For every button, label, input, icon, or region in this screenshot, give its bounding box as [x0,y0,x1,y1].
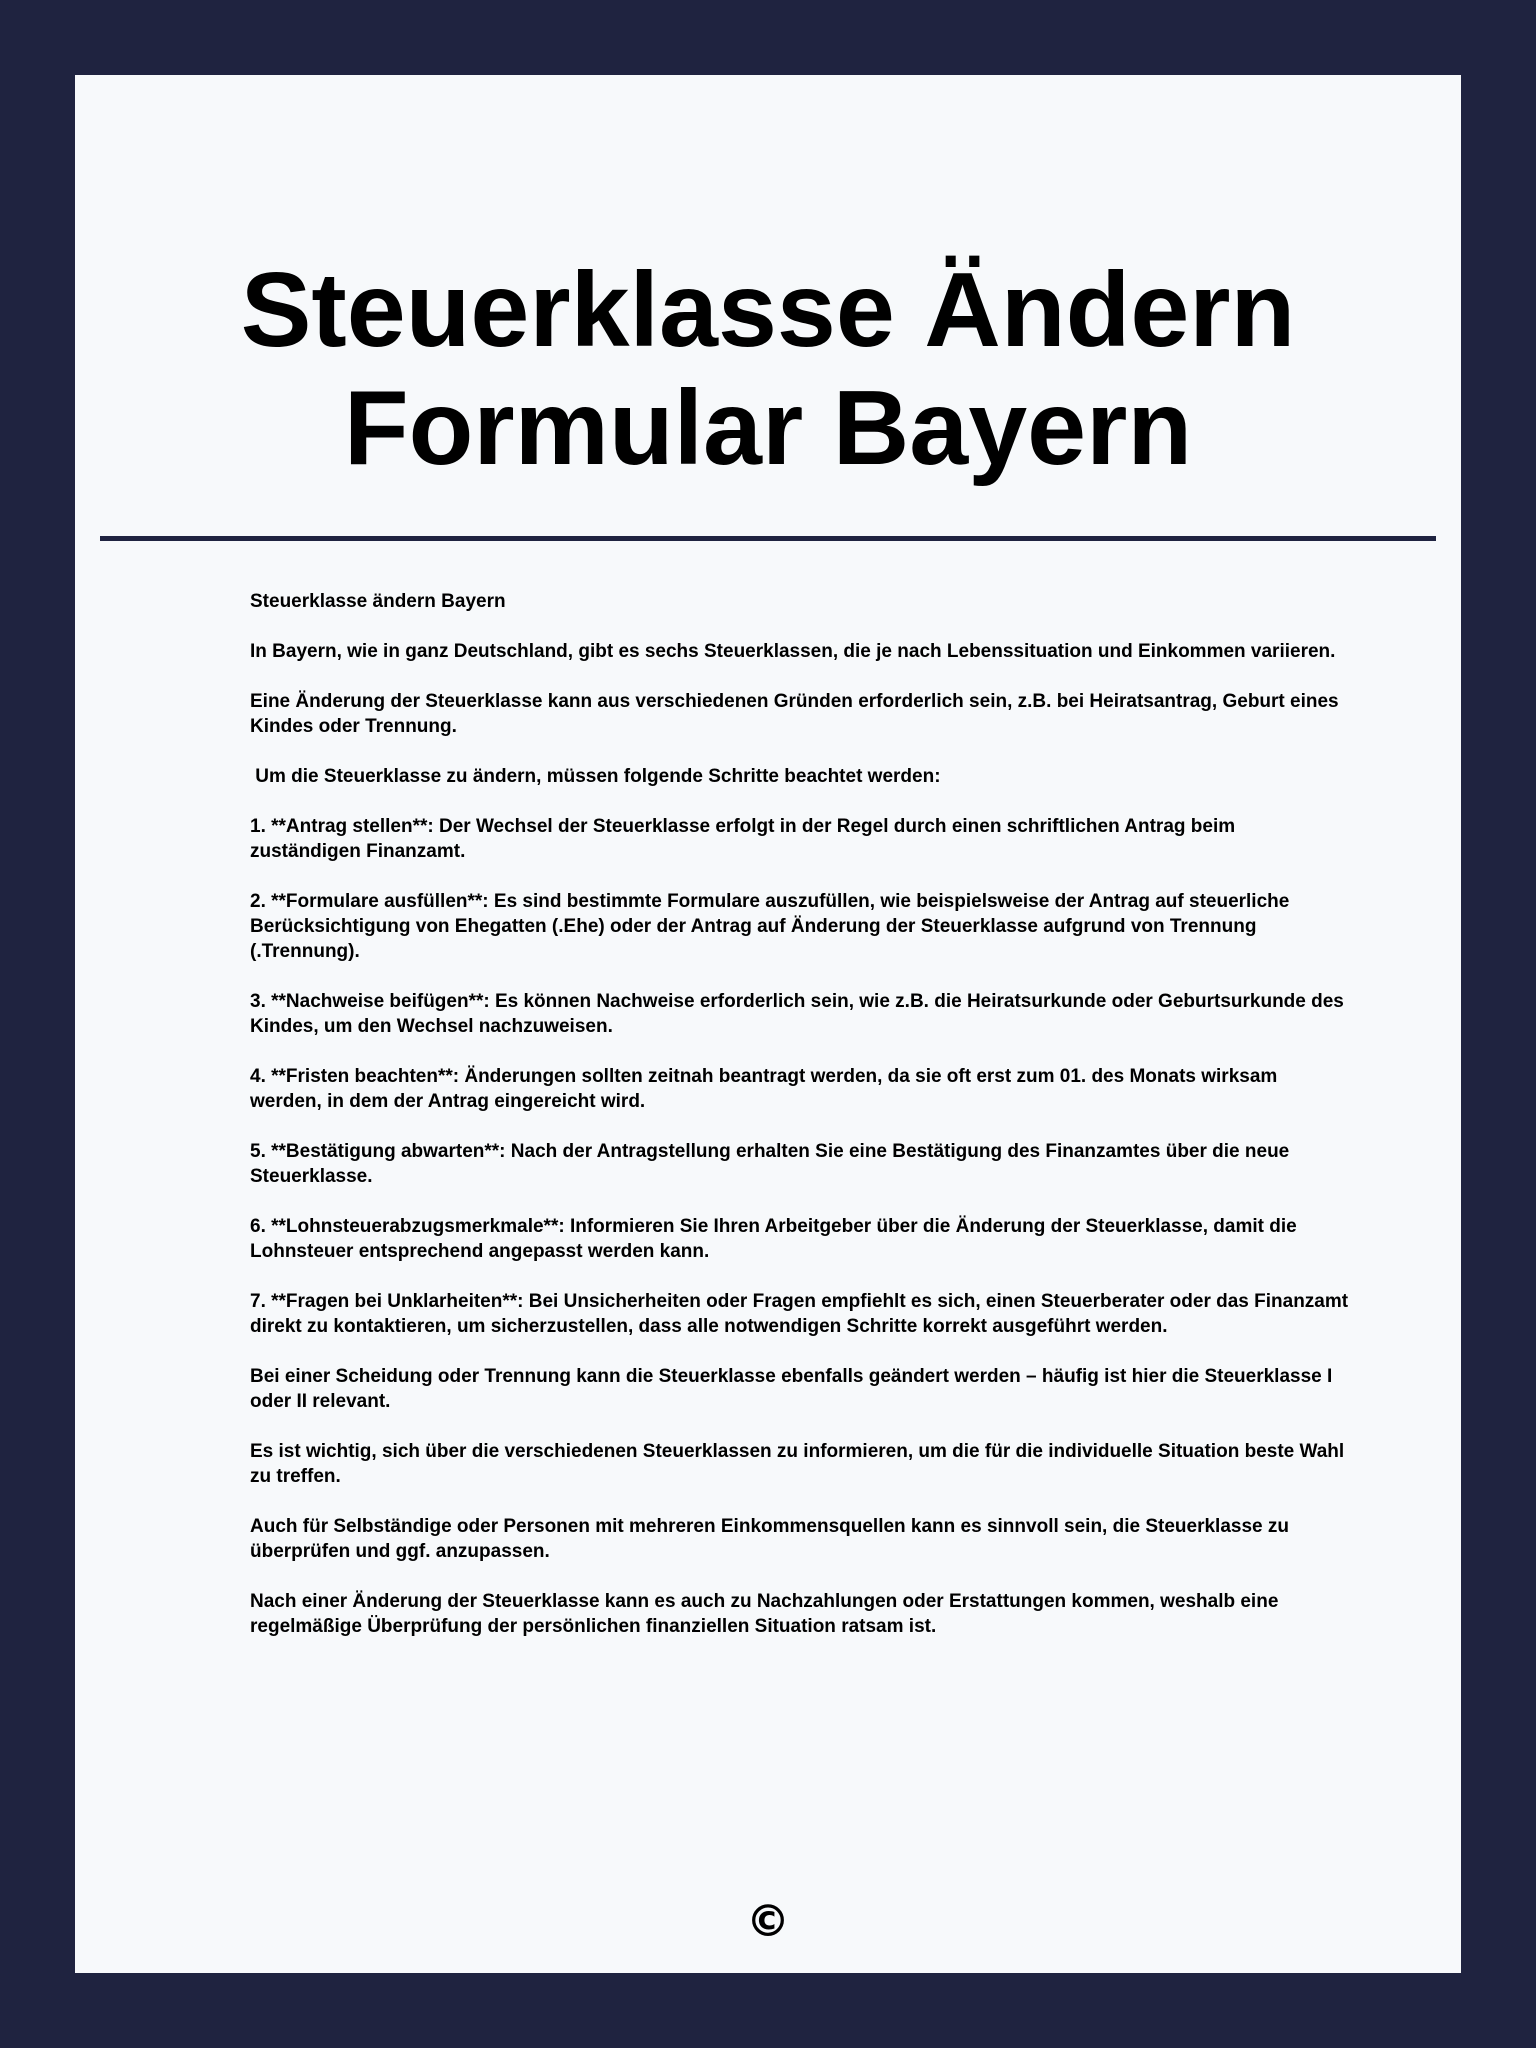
copyright-symbol: © [746,1896,790,1947]
document-body [250,589,1350,1664]
closing-paragraph: Nach einer Änderung der Steuerklasse kann es auch zu Nachzahlungen oder Erstattungen kommen, weshalb eine regelmäßige Überprüfung der persönlichen finanziellen Situation ratsam ist. [250,1591,1279,1637]
section-heading: Steuerklasse ändern Bayern [250,591,506,612]
title-line-1: Steuerklasse Ändern [240,251,1296,369]
title-divider [100,536,1436,541]
step-2-paragraph: 2. **Formulare ausfüllen**: Es sind bestimmte Formulare auszufüllen, wie beispielsweise der Antrag auf steuerliche Berücksichtigung von Ehegatten (.Ehe) oder der Antrag auf Änderung der Steuerklasse aufgrund von Trennung (.Trennung). [250,891,1290,962]
step-1-paragraph: 1. **Antrag stellen**: Der Wechsel der Steuerklasse erfolgt in der Regel durch einen schriftlichen Antrag beim zuständigen Finanzamt. [250,816,1236,862]
self-employed-paragraph: Auch für Selbständige oder Personen mit mehreren Einkommensquellen kann es sinnvoll sein, die Steuerklasse zu überprüfen und ggf. anzupassen. [250,1516,1289,1562]
title-line-2: Formular Bayern [343,369,1193,487]
step-4-paragraph: 4. **Fristen beachten**: Änderungen sollten zeitnah beantragt werden, da sie oft erst zum 01. des Monats wirksam werden, in dem der Antrag eingereicht wird. [250,1066,1278,1112]
information-paragraph: Es ist wichtig, sich über die verschiedenen Steuerklassen zu informieren, um die für die individuelle Situation beste Wahl zu treffen. [250,1441,1345,1487]
reason-paragraph: Eine Änderung der Steuerklasse kann aus verschiedenen Gründen erforderlich sein, z.B. bei Heiratsantrag, Geburt eines Kindes oder Trennung. [250,691,1344,737]
step-6-paragraph: 6. **Lohnsteuerabzugsmerkmale**: Informieren Sie Ihren Arbeitgeber über die Änderung der Steuerklasse, damit die Lohnsteuer entsprechend angepasst werden kann. [250,1216,1297,1262]
page-title [75,251,1461,487]
step-3-paragraph: 3. **Nachweise beifügen**: Es können Nachweise erforderlich sein, wie z.B. die Heiratsurkunde oder Geburtsurkunde des Kindes, um den Wechsel nachzuweisen. [250,991,1344,1037]
step-5-paragraph: 5. **Bestätigung abwarten**: Nach der Antragstellung erhalten Sie eine Bestätigung des Finanzamtes über die neue Steuerklasse. [250,1141,1290,1187]
steps-intro-paragraph: Um die Steuerklasse zu ändern, müssen folgende Schritte beachtet werden: [250,766,941,787]
step-7-paragraph: 7. **Fragen bei Unklarheiten**: Bei Unsicherheiten oder Fragen empfiehlt es sich, einen Steuerberater oder das Finanzamt direkt zu kontaktieren, um sicherzustellen, dass alle notwendigen Schritte korrekt ausgeführt werden. [250,1291,1349,1337]
document-page [75,75,1461,1973]
divorce-paragraph: Bei einer Scheidung oder Trennung kann die Steuerklasse ebenfalls geändert werden – häufig ist hier die Steuerklasse I oder II relevant. [250,1366,1333,1412]
intro-paragraph: In Bayern, wie in ganz Deutschland, gibt es sechs Steuerklassen, die je nach Lebenssituation und Einkommen variieren. [250,641,1336,662]
